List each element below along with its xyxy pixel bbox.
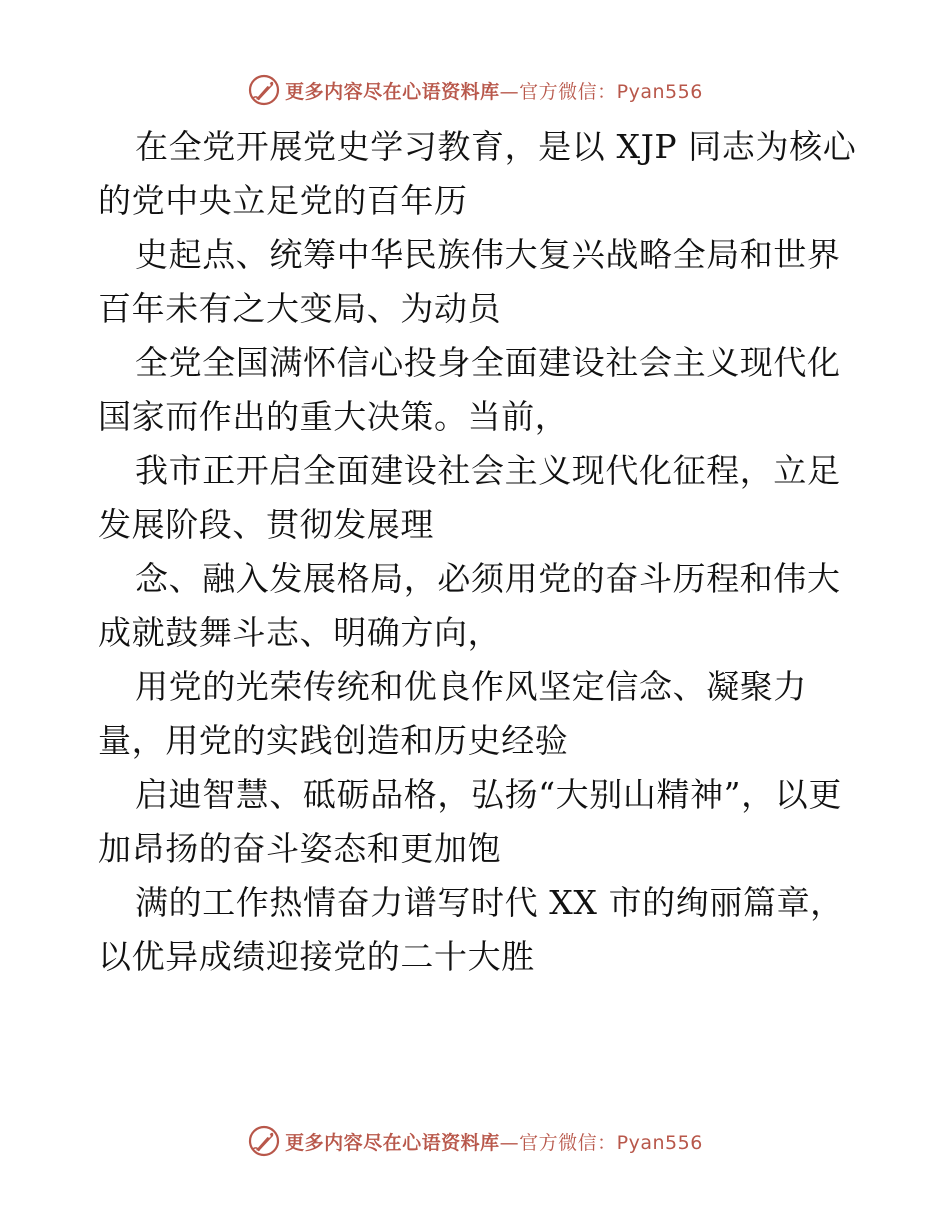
paragraph: 念、融入发展格局，必须用党的奋斗历程和伟大成就鼓舞斗志、明确方向， [98,559,841,652]
footer-wechat-text: 官方微信：Pyan556 [519,1131,703,1154]
paragraph: 全党全国满怀信心投身全面建设社会主义现代化国家而作出的重大决策。当前， [98,343,841,436]
header-separator: — [499,80,520,103]
feather-pen-logo-icon [247,73,281,107]
paragraph: 满的工作热情奋力谱写时代 XX 市的绚丽篇章，以优异成绩迎接党的二十大胜 [98,883,844,976]
header-banner [0,70,950,110]
paragraph: 我市正开启全面建设社会主义现代化征程，立足发展阶段、贯彻发展理 [98,451,841,544]
footer-brand-text: 更多内容尽在心语资料库 [285,1131,500,1154]
document-body [98,120,858,984]
footer-banner [0,1121,950,1161]
paragraph: 启迪智慧、砥砺品格，弘扬“大别山精神”，以更加昂扬的奋斗姿态和更加饱 [98,775,842,868]
header-brand-text: 更多内容尽在心语资料库 [285,80,500,103]
header-wechat-text: 官方微信：Pyan556 [519,80,703,103]
footer-watermark-text [285,1128,703,1155]
paragraph: 用党的光荣传统和优良作风坚定信念、凝聚力量，用党的实践创造和历史经验 [98,667,807,760]
footer-separator: — [499,1131,520,1154]
header-watermark-text [285,77,703,104]
paragraph: 在全党开展党史学习教育，是以 XJP 同志为核心的党中央立足党的百年历 [98,127,857,220]
feather-pen-logo-icon [247,1124,281,1158]
paragraph: 史起点、统筹中华民族伟大复兴战略全局和世界百年未有之大变局、为动员 [98,235,841,328]
